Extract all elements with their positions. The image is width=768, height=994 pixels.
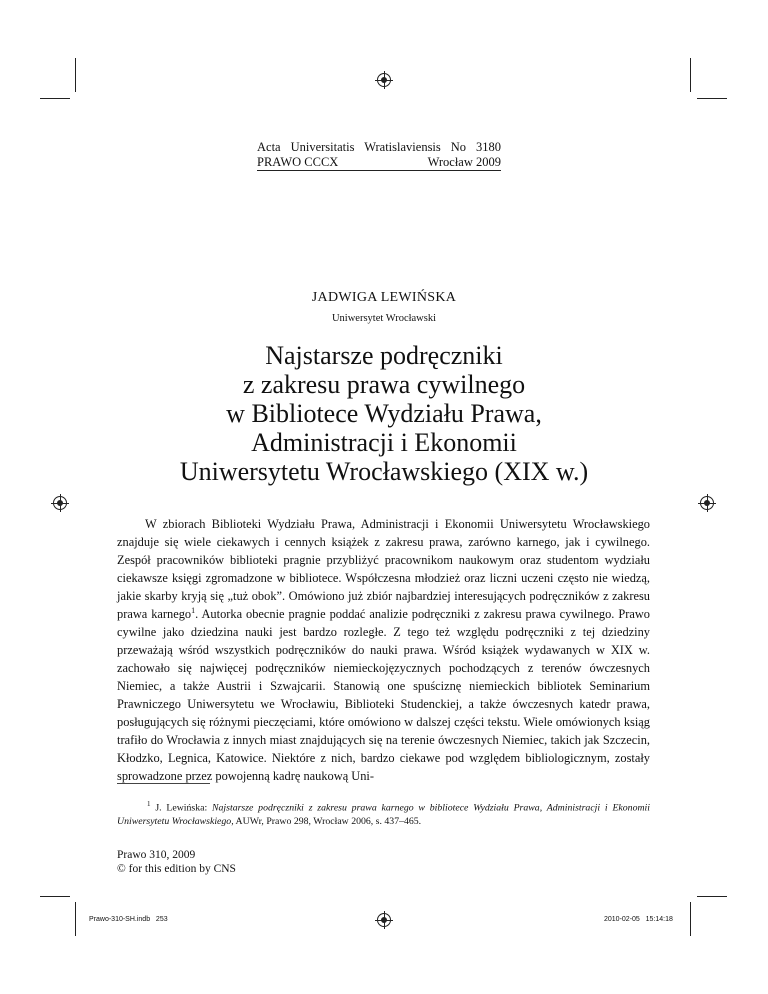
crop-mark — [690, 902, 691, 936]
journal-series: PRAWO CCCX — [257, 155, 339, 169]
crop-mark — [75, 58, 76, 92]
article-title — [0, 341, 768, 486]
body-paragraph — [117, 515, 650, 785]
registration-mark-icon — [700, 496, 714, 510]
body-text-part: W zbiorach Biblioteki Wydziału Prawa, Administracji i Ekonomii Uniwersytetu Wrocławskiego znajduje się wiele ciekawych i cennych książek z zakresu prawa, zarówno karnego, jak i cywilnego. Zespół pracowników biblioteki pragnie przybliżyć pracownikom naukowym oraz studentom wydziału ciekawsze księgi zgromadzone w bibliotece. Współczesna młodzież oraz liczni uczeni często nie wiedzą, jakie skarby kryją się „tuż obok”. Omówiono już zbiór najbardziej interesujących podręczników z zakresu prawa karnego — [117, 517, 650, 621]
title-line: z zakresu prawa cywilnego — [242, 370, 526, 399]
title-line: w Bibliotece Wydziału Prawa, — [226, 399, 542, 428]
author-name: JADWIGA LEWIŃSKA — [311, 290, 457, 305]
footnote-citation-rest: , AUWr, Prawo 298, Wrocław 2006, s. 437–465. — [231, 816, 422, 828]
header-rule — [257, 170, 501, 171]
journal-name: Acta Universitatis Wratislaviensis No 3180 — [257, 140, 501, 154]
crop-mark — [40, 896, 70, 897]
crop-mark — [697, 98, 727, 99]
footnote-cited-title: Najstarsze podręczniki z zakresu prawa karnego w bibliotece Wydziału Prawa, Administracji i Ekonomii Uniwersytetu Wrocławskiego — [117, 802, 650, 828]
slug-timestamp: 2010-02-05 15:14:18 — [604, 916, 673, 923]
registration-mark-icon — [53, 496, 67, 510]
footnote — [117, 797, 650, 829]
author-affiliation: Uniwersytet Wrocławski — [331, 313, 437, 324]
journal-header — [257, 140, 501, 170]
footnote-author: J. Lewińska: — [155, 802, 212, 814]
journal-place-year: Wrocław 2009 — [427, 155, 501, 169]
footnote-number: 1 — [147, 800, 151, 808]
crop-mark — [75, 902, 76, 936]
slug-file: Prawo-310-SH.indb 253 — [89, 916, 168, 923]
imprint-copyright: © for this edition by CNS — [117, 863, 236, 875]
crop-mark — [40, 98, 70, 99]
registration-mark-icon — [377, 913, 391, 927]
body-text-part: . Autorka obecnie pragnie poddać analizie podręczniki z zakresu prawa cywilnego. Prawo cywilne jako dziedzina nauki jest bardzo rozległe. Z tego też względu podręczniki z tej dziedziny przeważają wśród wszystkich podręczników do nauki prawa. Wśród książek wydawanych w XIX w. zachowało się najwięcej podręczników niemieckojęzycznych pochodzących z terenów ówczesnych Niemiec, a także Austrii i Szwajcarii. Stanowią one spuściznę niemieckich bibliotek Seminarium Prawniczego Uniwersytetu we Wrocławiu, Biblioteki Studenckiej, a także ówczesnych katedr prawa, posługujących się różnymi pieczęciami, które omówiono w dalszej części tekstu. Wiele omówionych ksiąg trafiło do Wrocławia z innych miast znajdujących się na terenie ówczesnych Niemiec, takich jak Szczecin, Kłodzko, Legnica, Katowice. Niektóre z nich, bardzo ciekawe pod względem bibliologicznym, zostały sprowadzone przez powojenną kadrę naukową Uni- — [117, 607, 650, 783]
footnote-reference[interactable]: 1 — [191, 605, 196, 615]
title-line: Najstarsze podręczniki — [265, 341, 503, 370]
crop-mark — [697, 896, 727, 897]
imprint — [117, 848, 236, 876]
title-line: Administracji i Ekonomii — [251, 428, 517, 457]
footnote-rule — [117, 783, 210, 784]
crop-mark — [690, 58, 691, 92]
imprint-journal: Prawo 310, 2009 — [117, 849, 196, 861]
registration-mark-icon — [377, 73, 391, 87]
title-line: Uniwersytetu Wrocławskiego (XIX w.) — [179, 457, 589, 486]
journal-series-row — [257, 155, 501, 170]
